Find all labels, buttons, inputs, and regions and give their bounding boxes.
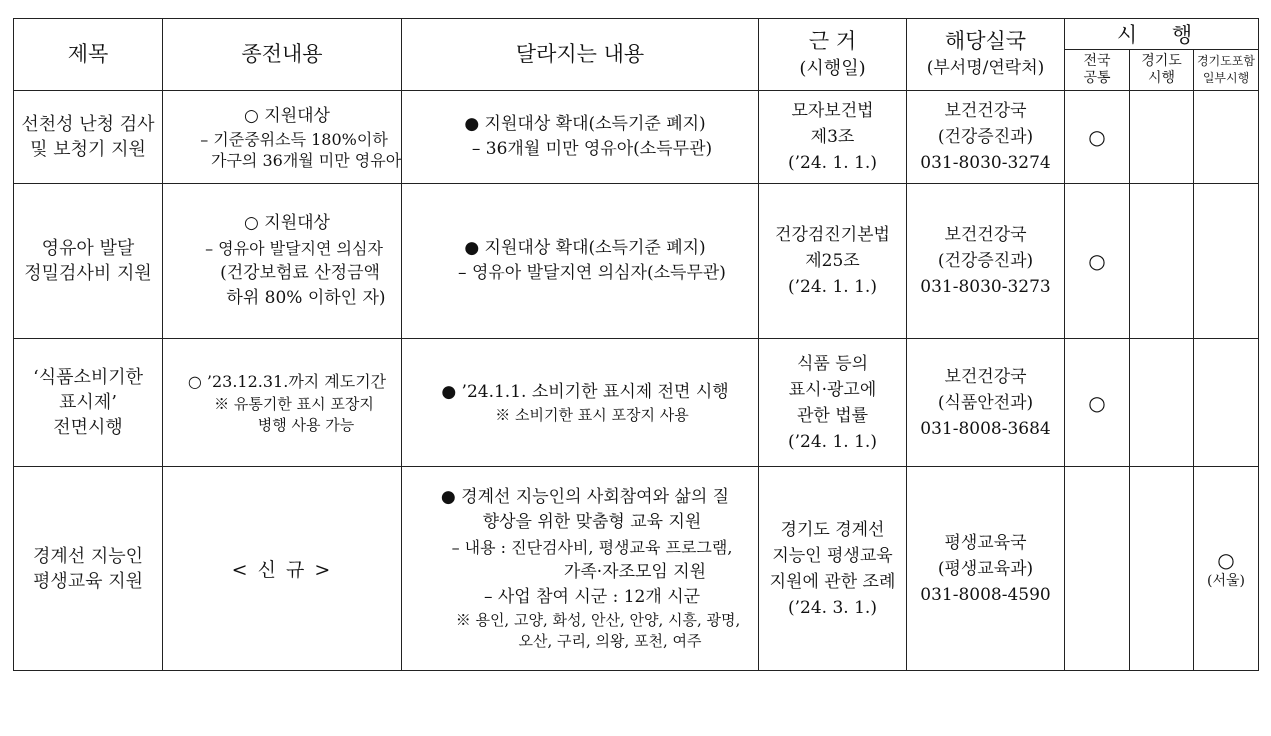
impl-gyeonggi-mark [1130,467,1194,671]
impl-partial-note: (서울) [1207,572,1245,589]
header-row-1 [14,19,1259,50]
changes-line: – 사업 참여 시군 : 12개 시군 [483,587,701,607]
changes-line: ● 지원대상 확대(소득기준 폐지) [464,114,706,134]
header-dept-line1: 해당실국 [944,28,1027,53]
header-previous: 종전내용 [163,19,402,91]
new-item-tag: < 신 규 > [231,559,333,581]
dept-line: 평생교육국 [944,532,1027,553]
row-changes [402,184,759,339]
row-dept [907,467,1065,671]
row-title-line: 정밀검사비 지원 [24,263,152,284]
previous-line: ○ ’23.12.31.까지 계도기간 [187,372,387,391]
impl-partial-mark [1194,467,1259,671]
row-previous [163,91,402,184]
impl-partial-mark [1194,339,1259,467]
changes-line: – 36개월 미만 영유아(소득무관) [471,139,713,159]
basis-line: (’24. 1. 1.) [788,277,877,297]
impl-partial-mark [1194,91,1259,184]
previous-line: ※ 유통기한 표시 포장지 [214,395,374,413]
changes-line: ※ 용인, 고양, 화성, 안산, 안양, 시흥, 광명, [455,611,741,629]
basis-line: 지원에 관한 조례 [769,571,896,592]
changes-line: 오산, 구리, 의왕, 포천, 여주 [518,632,702,650]
dept-line: (평생교육과) [937,558,1034,579]
basis-line: (’24. 3. 1.) [788,597,877,618]
impl-gyeonggi-mark [1130,184,1194,339]
row-title [14,184,163,339]
impl-gyeonggi-mark [1130,91,1194,184]
row-title [14,467,163,671]
row-previous [163,184,402,339]
row-previous [163,339,402,467]
row-dept [907,184,1065,339]
basis-line: 지능인 평생교육 [772,545,893,566]
previous-line: ○ 지원대상 [244,213,330,233]
row-basis [759,339,907,467]
header-impl-gyeonggi [1130,50,1194,91]
header-impl-national-1: 전국 [1083,53,1111,69]
table-row [14,339,1259,467]
previous-line: – 기준중위소득 180%이하 [200,129,388,149]
header-impl-gyeonggi-1: 경기도 [1141,53,1182,69]
dept-line: (식품안전과) [937,392,1034,413]
impl-national-mark: ○ [1065,91,1130,184]
header-dept-line2: (부서명/연락처) [926,57,1045,78]
row-title-line: 평생교육 지원 [32,570,144,592]
header-impl-partial-2: 일부시행 [1202,71,1250,85]
changes-line: – 내용 : 진단검사비, 평생교육 프로그램, [451,538,733,557]
dept-line: 031-8030-3273 [920,277,1051,297]
previous-line: 가구의 36개월 미만 영유아 [211,150,402,170]
row-basis [759,91,907,184]
basis-line: 건강검진기본법 [775,225,890,245]
dept-line: 031-8030-3274 [920,153,1051,173]
row-title-line: 표시제’ [59,392,117,413]
basis-line: 식품 등의 [796,353,869,374]
dept-line: (건강증진과) [937,251,1034,271]
basis-line: 제25조 [805,251,860,271]
header-basis-line2: (시행일) [799,57,866,79]
dept-line: 보건건강국 [944,101,1027,121]
row-basis [759,184,907,339]
impl-national-mark [1065,467,1130,671]
dept-line: (건강증진과) [937,127,1034,147]
row-dept [907,91,1065,184]
table-row [14,91,1259,184]
basis-line: 제3조 [810,127,855,147]
impl-partial-symbol: ○ [1217,547,1235,572]
basis-line: 표시·광고에 [788,379,877,400]
changes-line: ● 경계선 지능인의 사회참여와 삶의 질 [440,487,730,507]
header-implementation: 시 행 [1065,19,1259,50]
table-row [14,467,1259,671]
impl-gyeonggi-mark [1130,339,1194,467]
dept-line: 보건건강국 [944,366,1027,387]
basis-line: (’24. 1. 1.) [788,431,877,452]
basis-line: (’24. 1. 1.) [788,153,877,173]
changes-line: 가족·자조모임 지원 [563,562,707,582]
changes-line: ● ’24.1.1. 소비기한 표시제 전면 시행 [441,381,729,402]
header-impl-gyeonggi-2: 시행 [1147,70,1176,86]
row-previous [163,467,402,671]
previous-line: 하위 80% 이하인 자) [226,288,386,308]
previous-line: 병행 사용 가능 [257,416,355,434]
basis-line: 모자보건법 [791,101,874,121]
changes-line: 향상을 위한 맞춤형 교육 지원 [482,512,702,532]
row-title-line: 경계선 지능인 [32,545,144,567]
header-impl-partial [1194,50,1259,91]
dept-line: 031-8008-4590 [920,584,1051,605]
impl-national-mark: ○ [1065,184,1130,339]
row-dept [907,339,1065,467]
dept-line: 보건건강국 [944,225,1027,245]
basis-line: 관한 법률 [796,405,869,426]
header-impl-partial-1: 경기도포함 [1197,54,1255,68]
row-basis [759,467,907,671]
row-title-line: 및 보청기 지원 [30,139,146,160]
row-title-line: 전면시행 [53,417,123,438]
previous-line: ○ 지원대상 [244,105,330,126]
policy-change-table [13,18,1259,671]
previous-line: – 영유아 발달지연 의심자 [205,239,383,258]
impl-national-mark: ○ [1065,339,1130,467]
row-title-line: ‘식품소비기한 [32,367,144,388]
impl-partial-mark [1194,184,1259,339]
row-changes [402,467,759,671]
basis-line: 경기도 경계선 [780,519,885,540]
header-impl-national [1065,50,1130,91]
header-changes: 달라지는 내용 [402,19,759,91]
row-title-line: 영유아 발달 [41,238,135,259]
row-changes [402,339,759,467]
header-basis-line1: 근 거 [808,28,857,53]
row-title [14,91,163,184]
header-impl-national-2: 공통 [1083,70,1111,86]
header-basis [759,19,907,91]
table-row [14,184,1259,339]
header-title: 제목 [14,19,163,91]
header-dept [907,19,1065,91]
row-title-line: 선천성 난청 검사 [21,114,155,135]
changes-line: ● 지원대상 확대(소득기준 폐지) [464,238,706,258]
changes-line: ※ 소비기한 표시 포장지 사용 [495,405,689,424]
row-changes [402,91,759,184]
previous-line: (건강보험료 산정금액 [220,263,380,283]
changes-line: – 영유아 발달지연 의심자(소득무관) [458,263,726,283]
dept-line: 031-8008-3684 [920,418,1051,439]
row-title [14,339,163,467]
